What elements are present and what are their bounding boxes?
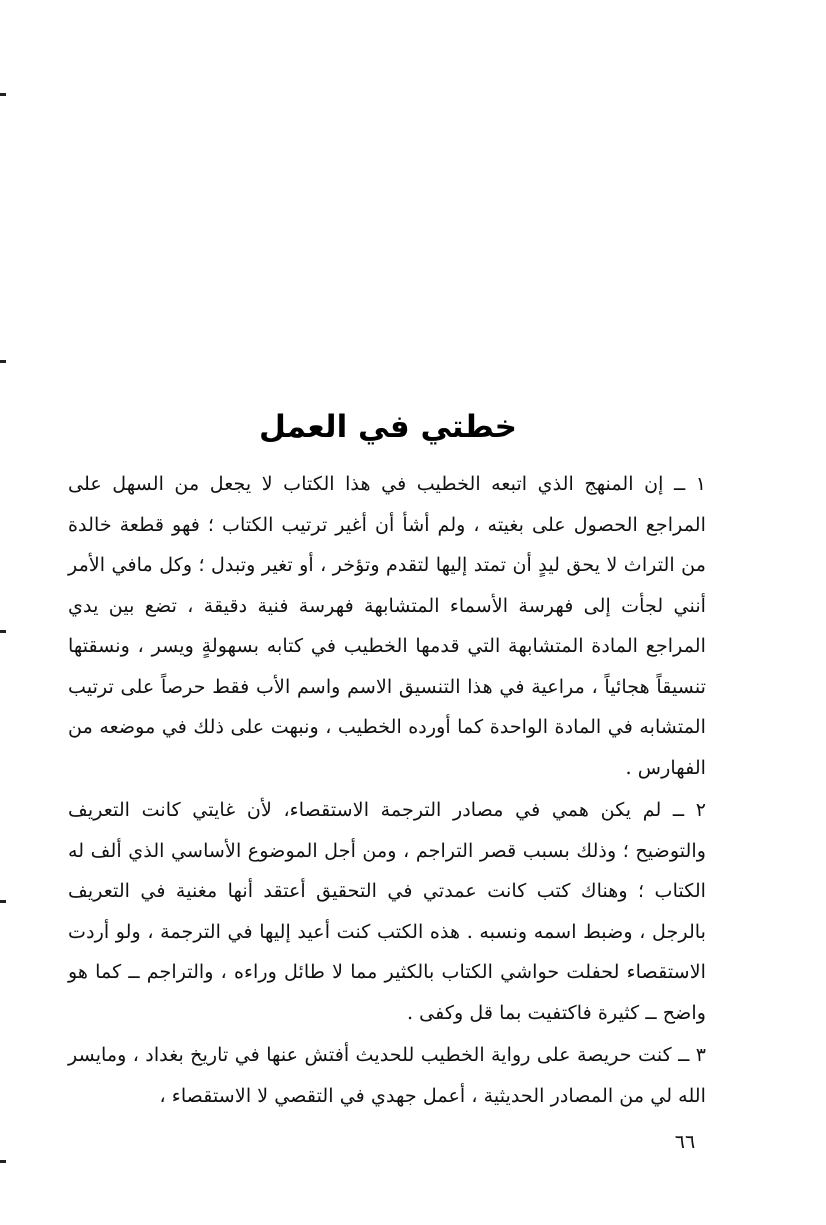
- scan-edge-mark: [0, 900, 6, 903]
- scan-edge-mark: [0, 630, 6, 633]
- page-number: ٦٦: [674, 1131, 696, 1153]
- paragraph-3: ٣ ــ كنت حريصة على رواية الخطيب للحديث أفتش عنها في تاريخ بغداد ، ومايسر الله لي من المصادر الحديثية ، أعمل جهدي في التقصي لا الاستقصاء ،: [68, 1043, 706, 1107]
- body-text: [68, 464, 706, 1116]
- scan-edge-mark: [0, 93, 6, 96]
- scan-edge-mark: [0, 1160, 6, 1163]
- scan-edge-mark: [0, 360, 6, 363]
- chapter-title: خطتي في العمل: [258, 408, 518, 445]
- paragraph-2: ٢ ــ لم يكن همي في مصادر الترجمة الاستقصاء، لأن غايتي كانت التعريف والتوضيح ؛ وذلك بسبب قصر التراجم ، ومن أجل الموضوع الأساسي الذي ألف له الكتاب ؛ وهناك كتب كانت عمدتي في التحقيق أعتقد أنها مغنية في التعريف بالرجل ، وضبط اسمه ونسبه . هذه الكتب كنت أعيد إليها في الترجمة ، ولو أردت الاستقصاء لحفلت حواشي الكتاب بالكثير مما لا طائل وراءه ، والتراجم ــ كما هو واضح ــ كثيرة فاكتفيت بما قل وكفى .: [68, 798, 706, 1024]
- paragraph-1: ١ ــ إن المنهج الذي اتبعه الخطيب في هذا الكتاب لا يجعل من السهل على المراجع الحصول على بغيته ، ولم أشأ أن أغير ترتيب الكتاب ؛ فهو قطعة خالدة من التراث لا يحق ليدٍ أن تمتد إليها لتقدم وتؤخر ، أو تغير وتبدل ؛ وكل مافي الأمر أنني لجأت إلى فهرسة الأسماء المتشابهة فهرسة فنية دقيقة ، تضع بين يدي المراجع المادة المتشابهة التي قدمها الخطيب في كتابه بسهولةٍ ويسر ، ونسقتها تنسيقاً هجائياً ، مراعية في هذا التنسيق الاسم واسم الأب فقط حرصاً على ترتيب المتشابه في المادة الواحدة كما أورده الخطيب ، ونبهت على ذلك في موضعه من الفهارس .: [68, 472, 706, 779]
